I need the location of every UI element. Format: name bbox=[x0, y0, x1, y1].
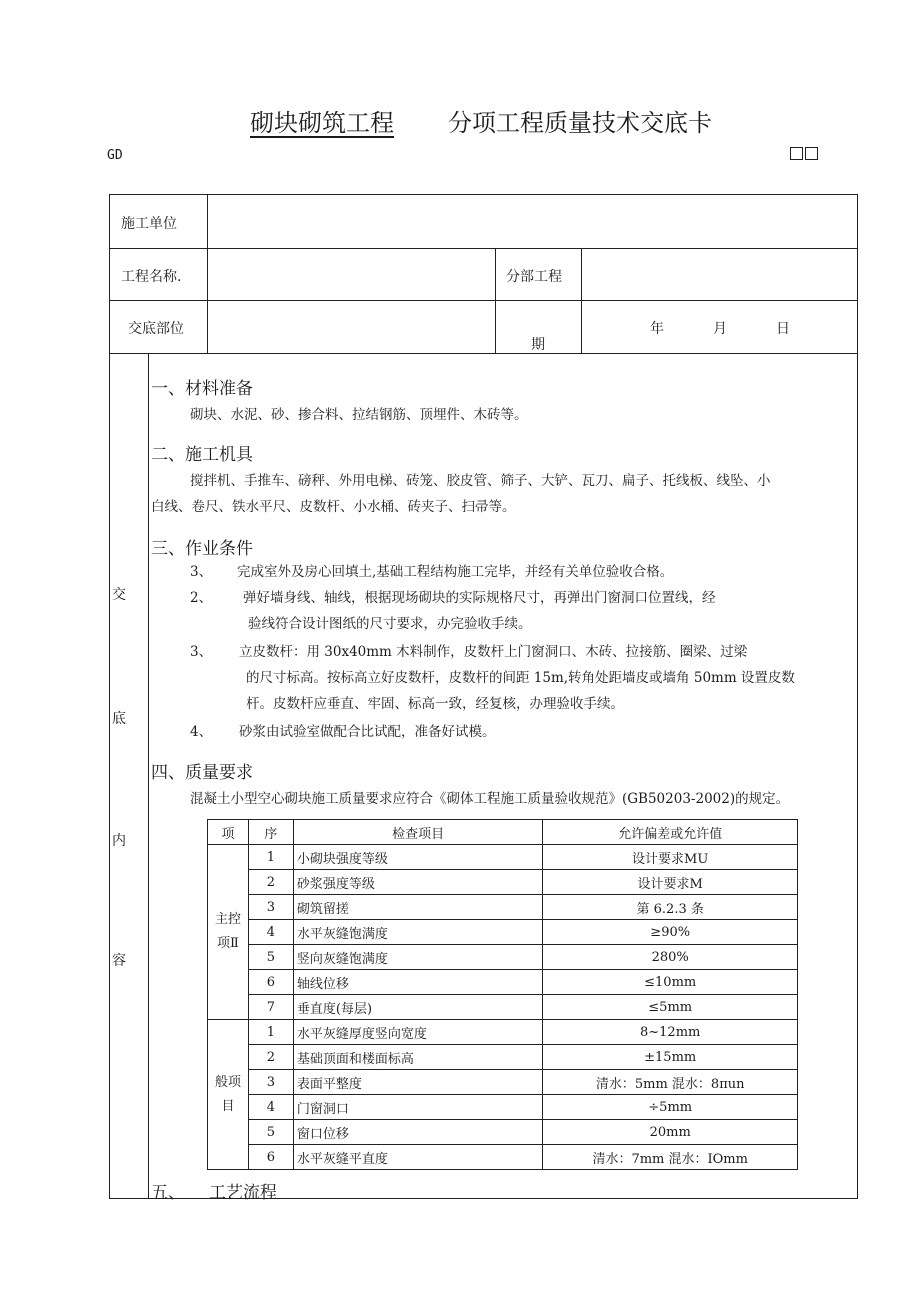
side-label-char: 底 bbox=[112, 711, 126, 727]
section-tools-text: 搅拌机、手推车、磅秤、外用电梯、砖笼、胶皮管、筛子、大铲、瓦刀、扁子、托线板、线坠、小 bbox=[190, 473, 771, 489]
project-name-field[interactable] bbox=[208, 249, 493, 299]
tolerance-value: 第 6.2.3 条 bbox=[543, 895, 798, 920]
row-number: 4 bbox=[248, 1095, 293, 1120]
table-row bbox=[208, 995, 798, 1020]
section-tools-text: 白线、卷尺、铁水平尺、皮数杆、小水桶、砖夹子、扫帚等。 bbox=[151, 499, 516, 515]
check-item: 砌筑留搓 bbox=[293, 895, 543, 920]
row-number: 1 bbox=[248, 1020, 293, 1045]
tolerance-value: 设计要求M bbox=[543, 870, 798, 895]
tolerance-value: 清水：7mm 混水：IOmm bbox=[543, 1145, 798, 1170]
list-number: 4、 bbox=[190, 724, 213, 740]
check-item: 轴线位移 bbox=[293, 970, 543, 995]
divider bbox=[148, 353, 149, 1199]
table-row bbox=[208, 870, 798, 895]
section-materials-title: 一、材料准备 bbox=[151, 379, 253, 399]
table-row bbox=[208, 1020, 798, 1045]
row-number: 6 bbox=[248, 1145, 293, 1170]
date-label: 期 bbox=[531, 337, 545, 353]
check-item: 竖向灰缝饱满度 bbox=[293, 945, 543, 970]
side-label-char: 交 bbox=[112, 587, 126, 603]
condition-item: 验线符合设计图纸的尺寸要求，办完验收手续。 bbox=[248, 616, 532, 632]
check-item: 水平灰缝平直度 bbox=[293, 1145, 543, 1170]
row-number: 6 bbox=[248, 970, 293, 995]
group-general bbox=[208, 1020, 249, 1170]
tolerance-value: 280% bbox=[543, 945, 798, 970]
date-month: 月 bbox=[713, 321, 727, 337]
row-number: 2 bbox=[248, 1045, 293, 1070]
row-number: 5 bbox=[248, 945, 293, 970]
group-label: 般项 bbox=[214, 1074, 241, 1090]
quality-table bbox=[207, 819, 798, 1170]
check-item: 窗口位移 bbox=[293, 1120, 543, 1145]
list-number: 3、 bbox=[190, 644, 213, 660]
column-header: 允许偏差或允许值 bbox=[543, 820, 798, 845]
construction-unit-field[interactable] bbox=[208, 196, 856, 246]
section-conditions-title: 三、作业条件 bbox=[151, 539, 253, 559]
group-main-control bbox=[208, 845, 249, 1020]
tolerance-value: 8~12mm bbox=[543, 1020, 798, 1045]
tolerance-value: 清水：5mm 混水：8πun bbox=[543, 1070, 798, 1095]
division-label: 分部工程 bbox=[506, 269, 562, 285]
row-number: 2 bbox=[248, 870, 293, 895]
project-name-label: 工程名称. bbox=[121, 269, 182, 285]
side-label-char: 容 bbox=[112, 953, 126, 969]
table-row bbox=[208, 1120, 798, 1145]
tolerance-value: ≥90% bbox=[543, 920, 798, 945]
row-number: 3 bbox=[248, 895, 293, 920]
document-title-sub: 分项工程质量技术交底卡 bbox=[448, 109, 712, 137]
divider bbox=[110, 353, 857, 354]
row-number: 7 bbox=[248, 995, 293, 1020]
group-label: 项Ⅱ bbox=[217, 936, 239, 951]
section-process-title: 工艺流程 bbox=[209, 1183, 277, 1203]
group-label: 目 bbox=[221, 1098, 235, 1114]
condition-item: 弹好墙身线、轴线，根据现场砌块的实际规格尺寸，再弹出门窗洞口位置线，经 bbox=[243, 590, 716, 606]
section-tools-title: 二、施工机具 bbox=[151, 445, 253, 465]
doc-code: GD bbox=[107, 148, 123, 163]
column-header: 项 bbox=[208, 820, 249, 845]
table-row bbox=[208, 1145, 798, 1170]
section-quality-text: 混凝土小型空心砌块施工质量要求应符合《砌体工程施工质量验收规范》(GB50203-2002)的规定。 bbox=[190, 791, 790, 807]
tolerance-value: ÷5mm bbox=[543, 1095, 798, 1120]
condition-item: 杆。皮数杆应垂直、牢固、标高一致，经复核，办理验收手续。 bbox=[246, 696, 624, 712]
construction-unit-label: 施工单位 bbox=[121, 216, 177, 232]
check-item: 门窗洞口 bbox=[293, 1095, 543, 1120]
tolerance-value: 20mm bbox=[543, 1120, 798, 1145]
division-field[interactable] bbox=[582, 249, 856, 299]
tolerance-value: ±15mm bbox=[543, 1045, 798, 1070]
table-row bbox=[208, 1095, 798, 1120]
tolerance-value: ≤5mm bbox=[543, 995, 798, 1020]
list-number: 2、 bbox=[190, 590, 213, 606]
table-row bbox=[208, 845, 798, 870]
tolerance-value: ≤10mm bbox=[543, 970, 798, 995]
document-title-main: 砌块砌筑工程 bbox=[250, 109, 394, 137]
condition-item: 砂浆由试验室做配合比试配，准备好试模。 bbox=[239, 724, 496, 740]
check-item: 垂直度(每层) bbox=[293, 995, 543, 1020]
condition-item: 完成室外及房心回填土,基础工程结构施工完毕，并经有关单位验收合格。 bbox=[237, 564, 674, 580]
date-day: 日 bbox=[776, 321, 790, 337]
check-item: 水平灰缝厚度竖向宽度 bbox=[293, 1020, 543, 1045]
checkbox-icon bbox=[790, 147, 803, 160]
row-number: 5 bbox=[248, 1120, 293, 1145]
condition-item: 的尺寸标高。按标高立好皮数杆，皮数杆的间距 15m,转角处距墙皮或墙角 50mm 设置皮数 bbox=[246, 670, 795, 686]
row-number: 1 bbox=[248, 845, 293, 870]
check-item: 砂浆强度等级 bbox=[293, 870, 543, 895]
check-item: 水平灰缝饱满度 bbox=[293, 920, 543, 945]
table-row bbox=[208, 920, 798, 945]
list-number: 3、 bbox=[190, 564, 213, 580]
column-header: 序 bbox=[248, 820, 293, 845]
check-item: 表面平整度 bbox=[293, 1070, 543, 1095]
tolerance-value: 设计要求MU bbox=[543, 845, 798, 870]
table-row bbox=[208, 945, 798, 970]
check-item: 小砌块强度等级 bbox=[293, 845, 543, 870]
divider bbox=[495, 248, 496, 353]
row-number: 4 bbox=[248, 920, 293, 945]
table-header-row bbox=[208, 820, 798, 845]
table-row bbox=[208, 970, 798, 995]
condition-item: 立皮数杆：用 30x40mm 木料制作，皮数杆上门窗洞口、木砖、拉接筋、圈梁、过梁 bbox=[239, 644, 748, 660]
table-row bbox=[208, 1070, 798, 1095]
section-process-number: 五、 bbox=[151, 1183, 185, 1203]
table-row bbox=[208, 1045, 798, 1070]
handover-part-label: 交底部位 bbox=[128, 321, 184, 337]
section-materials-text: 砌块、水泥、砂、掺合料、拉结钢筋、顶埋件、木砖等。 bbox=[190, 407, 528, 423]
date-year: 年 bbox=[650, 321, 664, 337]
group-label: 主控 bbox=[214, 912, 241, 927]
column-header: 检查项目 bbox=[293, 820, 543, 845]
checkbox-icon bbox=[805, 147, 818, 160]
section-quality-title: 四、质量要求 bbox=[151, 763, 253, 783]
side-label-char: 内 bbox=[112, 833, 126, 849]
table-row bbox=[208, 895, 798, 920]
handover-part-field[interactable] bbox=[208, 301, 493, 351]
check-item: 基础顶面和楼面标高 bbox=[293, 1045, 543, 1070]
checkbox-pair bbox=[788, 147, 818, 164]
row-number: 3 bbox=[248, 1070, 293, 1095]
